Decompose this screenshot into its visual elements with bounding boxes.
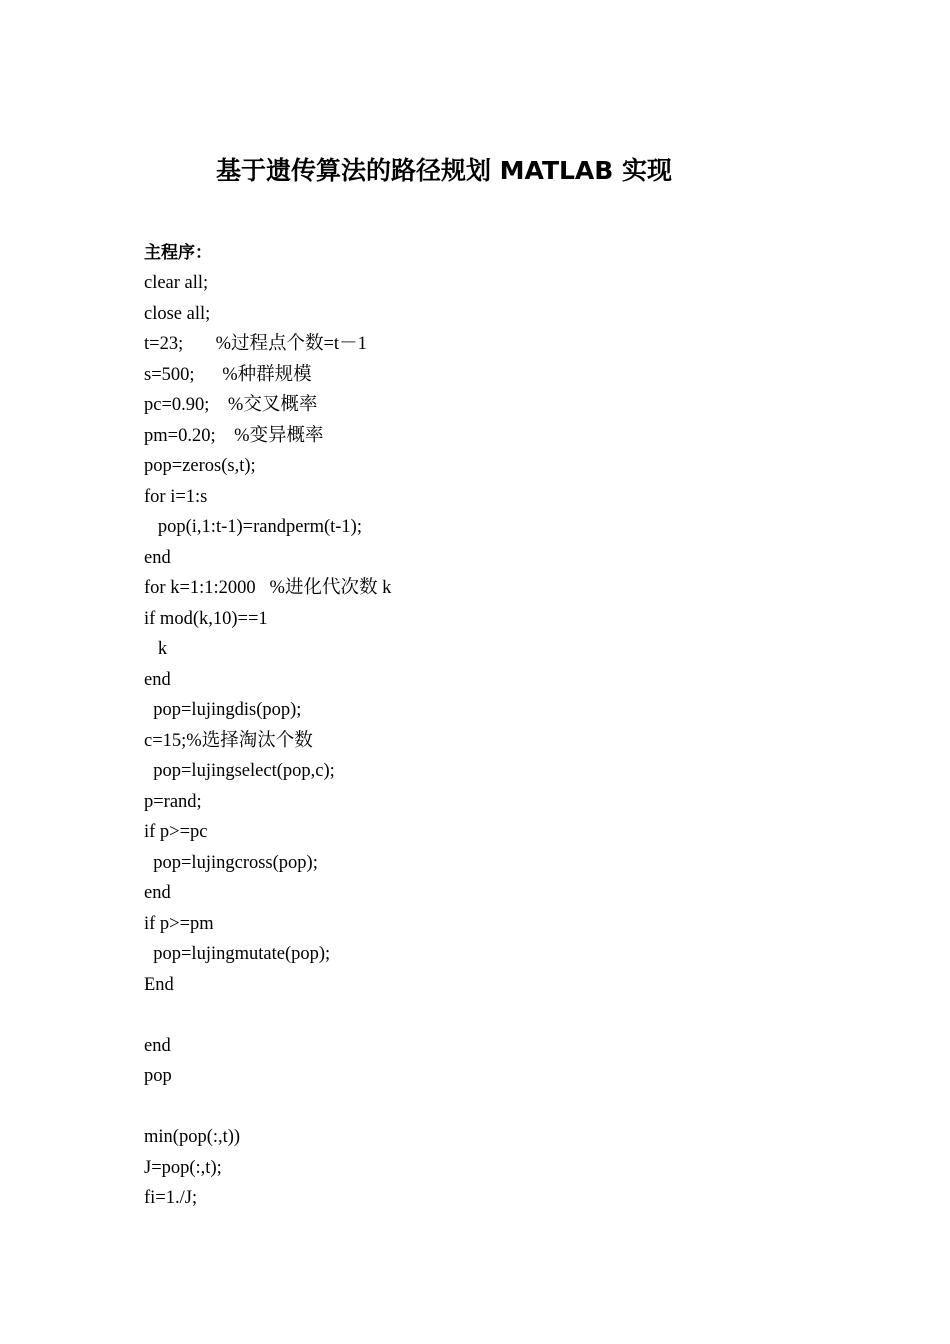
code-line: clear all; — [144, 273, 209, 293]
code-listing — [144, 268, 391, 1214]
code-line: s=500; %种群规模 — [144, 364, 312, 385]
code-line: pop=lujingmutate(pop); — [144, 944, 331, 964]
code-line: pop — [144, 1066, 172, 1086]
code-line: pc=0.90; %交叉概率 — [144, 395, 318, 415]
code-line — [144, 1000, 391, 1031]
code-line: pop=lujingcross(pop); — [144, 852, 318, 873]
code-line: p=rand; — [144, 791, 202, 812]
code-line: end — [144, 1035, 171, 1056]
code-line: end — [144, 547, 171, 568]
code-line: if p>=pm — [144, 913, 214, 934]
code-line: if mod(k,10)==1 — [144, 608, 268, 629]
code-line: J=pop(:,t); — [144, 1157, 222, 1178]
code-line — [144, 1092, 391, 1123]
code-line: c=15;%选择淘汰个数 — [144, 730, 313, 751]
code-line: t=23; %过程点个数=t－1 — [144, 334, 367, 354]
code-line: fi=1./J; — [144, 1188, 198, 1208]
code-line: pop=zeros(s,t); — [144, 456, 256, 476]
code-line: pm=0.20; %变异概率 — [144, 425, 324, 446]
code-line: if p>=pc — [144, 822, 208, 842]
code-line: for k=1:1:2000 %进化代次数 k — [144, 578, 392, 598]
code-line: end — [144, 669, 171, 690]
code-line: close all; — [144, 303, 211, 324]
code-line: End — [144, 974, 174, 995]
code-line: pop=lujingselect(pop,c); — [144, 761, 335, 781]
code-line: pop=lujingdis(pop); — [144, 700, 302, 720]
section-heading-main-program: 主程序： — [144, 243, 212, 263]
code-line: pop(i,1:t-1)=randperm(t-1); — [144, 517, 362, 537]
code-line: k — [144, 639, 168, 659]
document-title: 基于遗传算法的路径规划 MATLAB 实现 — [215, 156, 673, 185]
code-line: min(pop(:,t)) — [144, 1127, 241, 1147]
code-line: end — [144, 883, 171, 903]
code-line: for i=1:s — [144, 486, 208, 507]
